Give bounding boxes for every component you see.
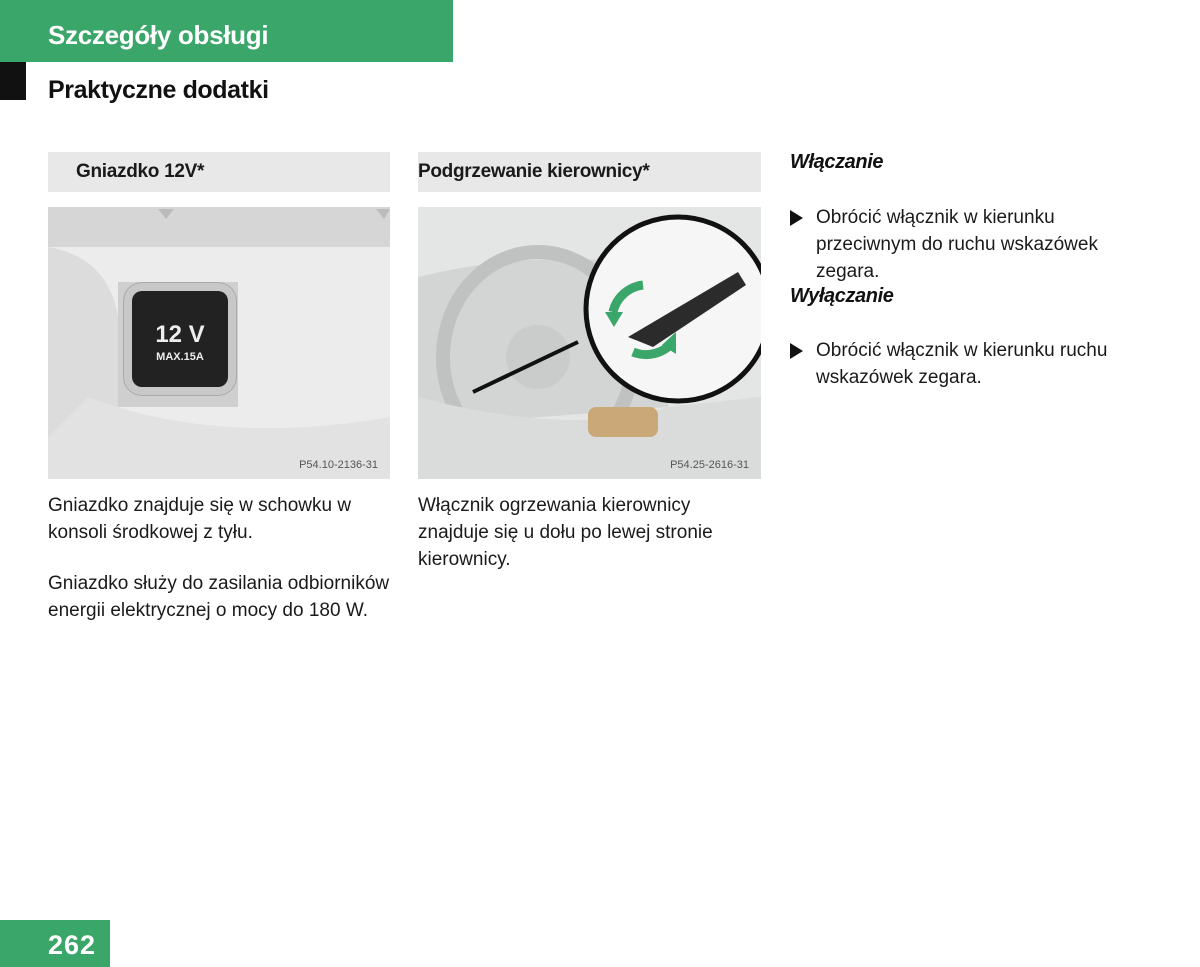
turn-off-step-text: Obrócić włącznik w kierunku ruchu wskazówek zegara. [816,340,1108,388]
turn-on-step-text: Obrócić włącznik w kierunku przeciwnym do ruchu wskazówek zegara. [816,207,1098,282]
turn-off-heading: Wyłączanie [790,285,894,307]
section-title: Szczegóły obsługi [48,20,269,50]
figure-code: P54.25-2616-31 [670,459,749,471]
socket-location-text: Gniazdko znajduje się w schowku w konsoli środkowej z tyłu. [48,495,352,543]
page-number-box [0,920,110,967]
socket-heading: Gniazdko 12V* [76,161,205,182]
socket-max-label: MAX.15A [156,351,204,363]
steering-heating-heading: Podgrzewanie kierownicy* [418,161,650,182]
turn-off-step [790,337,1150,391]
section-marker [0,62,26,100]
steering-wheel-photo [418,207,761,479]
section-tab [0,0,453,62]
steering-heating-heading-bar [418,152,761,192]
switch-location-text: Włącznik ogrzewania kierownicy znajduje się u dołu po lewej stronie kierownicy. [418,495,713,570]
page-title: Praktyczne dodatki [48,76,269,104]
turn-on-heading: Włączanie [790,151,884,173]
socket-heading-bar [48,152,390,192]
bullet-arrow-icon [790,343,803,359]
socket-power-text: Gniazdko służy do zasilania odbiorników energii elektrycznej o mocy do 180 W. [48,573,390,621]
socket-voltage-label: 12 V [155,321,205,348]
page-number: 262 [48,930,97,960]
bullet-arrow-icon [790,210,803,226]
socket-photo [48,207,390,479]
steering-wheel-illustration [418,207,761,479]
socket-cap [132,291,228,387]
turn-on-step [790,204,1150,285]
figure-code: P54.10-2136-31 [299,459,378,471]
